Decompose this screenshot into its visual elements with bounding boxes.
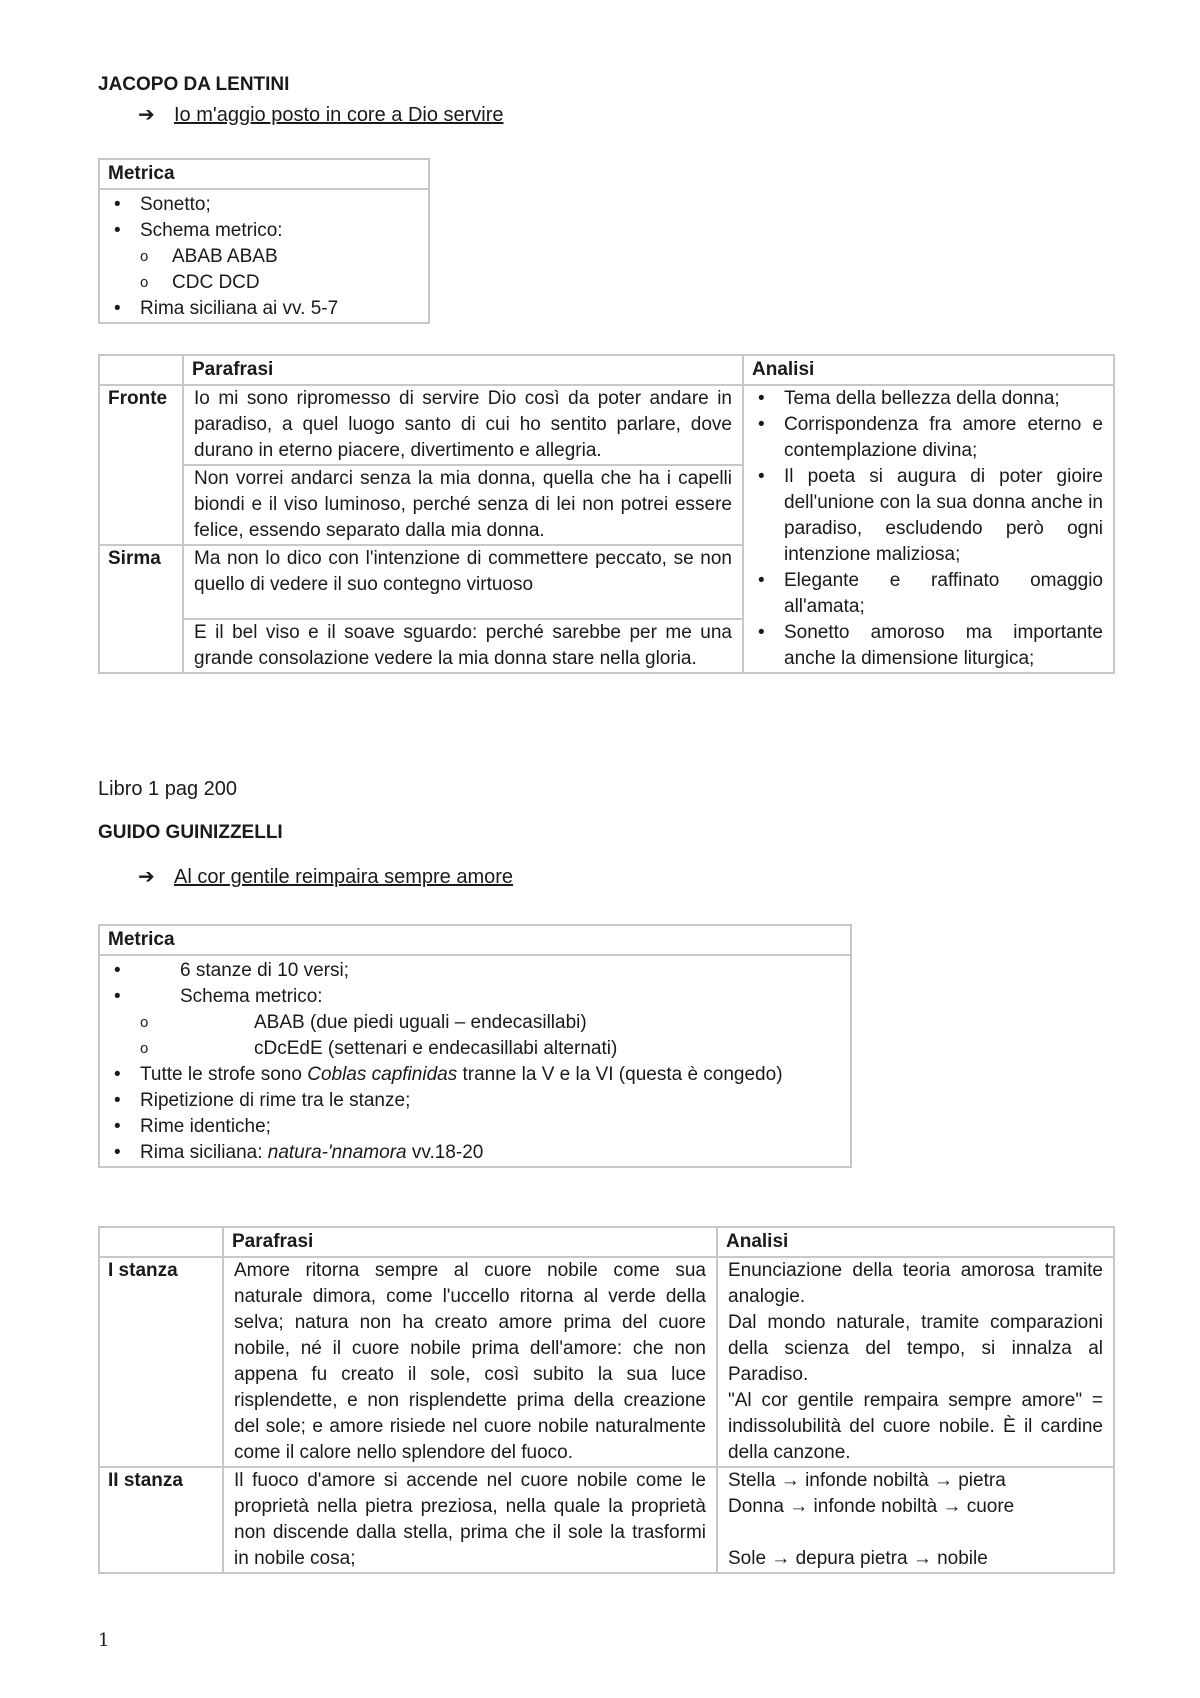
column-header: Analisi <box>743 355 1114 385</box>
table-cell: Amore ritorna sempre al cuore nobile come sua naturale dimora, come l'uccello ritorna al verde della selva; natura non ha creato amore prima del cuore nobile, né il cuore nobile prima dell'amore: che non appena fu creato il sole, così subito la sua luce risplendette, e non risplendette prima della creazione del sole; e amore risiede nel cuore nobile naturalmente come il calore nello splendore del fuoco. <box>223 1257 717 1467</box>
metrica-table <box>98 924 852 1168</box>
list-item: • Elegante e raffinato omaggio all'amata; <box>744 568 1103 620</box>
list-item: o CDC DCD <box>100 270 428 296</box>
row-label: Sirma <box>99 545 183 673</box>
list-item: • 6 stanze di 10 versi; <box>100 958 838 984</box>
row-label: I stanza <box>99 1257 223 1467</box>
arrow-right-icon: ➔ <box>138 104 155 126</box>
list-item <box>100 1140 838 1166</box>
table-cell: Non vorrei andarci senza la mia donna, quella che ha i capelli biondi e il viso luminoso, perché senza di lei non potrei essere felice, essendo separato dalla mia donna. <box>183 465 743 545</box>
row-label: II stanza <box>99 1467 223 1573</box>
row-label: Fronte <box>99 385 183 545</box>
list-item: • Schema metrico: <box>100 984 838 1010</box>
list-item: • Tema della bellezza della donna; <box>744 386 1103 412</box>
author-heading: GUIDO GUINIZZELLI <box>98 822 283 843</box>
table-cell: Il fuoco d'amore si accende nel cuore nobile come le proprietà nella pietra preziosa, nella quale la proprietà non discende dalla stella, prima che il sole la trasformi in nobile cosa; <box>223 1467 717 1573</box>
list-item: • Rima siciliana ai vv. 5-7 <box>100 296 428 322</box>
book-reference: Libro 1 pag 200 <box>98 778 238 800</box>
rima-post: vv.18-20 <box>406 1142 484 1163</box>
parafrasi-table <box>98 1226 1115 1574</box>
analisi-line: Donna → infonde nobiltà → cuore <box>728 1496 1015 1517</box>
table-cell: Ma non lo dico con l'intenzione di commettere peccato, se non quello di vedere il suo contegno virtuoso <box>183 545 743 619</box>
analisi-line: "Al cor gentile rempaira sempre amore" = indissolubilità del cuore nobile. È il cardine della canzone. <box>728 1390 1103 1463</box>
column-header: Parafrasi <box>223 1227 717 1257</box>
list-item: • Sonetto; <box>100 192 428 218</box>
poem-title <box>138 102 504 127</box>
analisi-line: Dal mondo naturale, tramite comparazioni della scienza del tempo, si innalza al Paradiso. <box>728 1312 1103 1385</box>
list-item: o ABAB ABAB <box>100 244 428 270</box>
column-header: Parafrasi <box>183 355 743 385</box>
rima-italic: natura-'nnamora <box>267 1142 407 1163</box>
column-header: Analisi <box>717 1227 1114 1257</box>
parafrasi-table <box>98 354 1115 674</box>
analisi-line: Stella → infonde nobiltà → pietra <box>728 1470 1006 1491</box>
table-cell: E il bel viso e il soave sguardo: perché sarebbe per me una grande consolazione vedere la mia donna stare nella gloria. <box>183 619 743 673</box>
analisi-line <box>728 1520 1103 1546</box>
list-item: • Corrispondenza fra amore eterno e contemplazione divina; <box>744 412 1103 464</box>
analisi-line: Sole → depura pietra → nobile <box>728 1548 988 1569</box>
list-item: o cDcEdE (settenari e endecasillabi alternati) <box>100 1036 838 1062</box>
metrica-header: Metrica <box>99 925 851 955</box>
list-item: • Sonetto amoroso ma importante anche la dimensione liturgica; <box>744 620 1103 672</box>
arrow-right-icon: ➔ <box>138 866 155 888</box>
list-item <box>100 1062 838 1088</box>
list-item: • Rime identiche; <box>100 1114 838 1140</box>
analisi-line: Enunciazione della teoria amorosa tramite analogie. <box>728 1260 1103 1307</box>
author-heading: JACOPO DA LENTINI <box>98 74 290 95</box>
metrica-header: Metrica <box>99 159 429 189</box>
page-number: 1 <box>98 1630 110 1651</box>
coblas-post: tranne la V e la VI (questa è congedo) <box>457 1064 783 1085</box>
coblas-italic: Coblas capfinidas <box>307 1064 458 1085</box>
list-item: o ABAB (due piedi uguali – endecasillabi) <box>100 1010 838 1036</box>
poem-link[interactable]: Al cor gentile reimpaira sempre amore <box>174 866 514 888</box>
rima-pre: Rima siciliana: <box>140 1142 268 1163</box>
poem-title <box>138 864 513 889</box>
coblas-pre: Tutte le strofe sono <box>140 1064 308 1085</box>
list-item: • Ripetizione di rime tra le stanze; <box>100 1088 838 1114</box>
list-item: • Il poeta si augura di poter gioire dell'unione con la sua donna anche in paradiso, escludendo però ogni intenzione maliziosa; <box>744 464 1103 568</box>
table-cell: Io mi sono ripromesso di servire Dio così da poter andare in paradiso, a quel luogo santo di cui ho sentito parlare, dove durano in eterno piacere, divertimento e allegria. <box>183 385 743 465</box>
list-item: • Schema metrico: <box>100 218 428 244</box>
poem-link[interactable]: Io m'aggio posto in core a Dio servire <box>174 104 504 126</box>
metrica-table <box>98 158 430 324</box>
